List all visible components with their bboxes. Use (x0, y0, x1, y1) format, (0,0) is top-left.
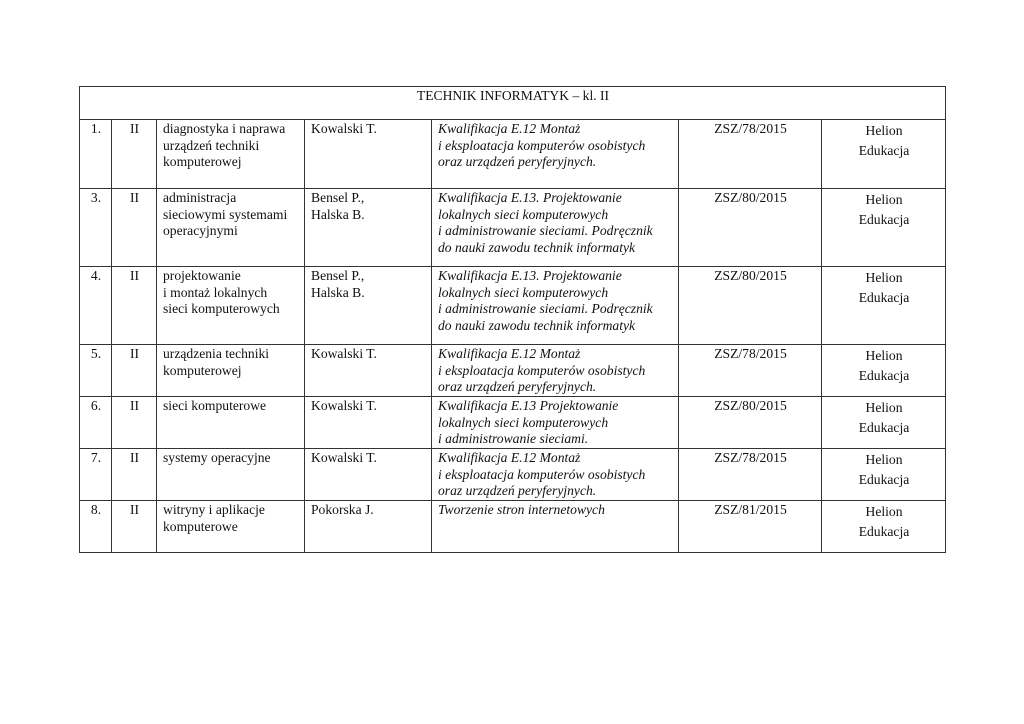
subject-line: operacyjnymi (163, 223, 238, 239)
author-line: Kowalski T. (311, 121, 377, 136)
author-line: Halska B. (311, 206, 365, 222)
subject-cell (157, 397, 305, 449)
book-title-cell (432, 189, 679, 267)
publisher-line: Edukacja (858, 212, 910, 227)
publisher-line: Edukacja (858, 368, 910, 383)
subject-line: sieciowymi systemami (163, 206, 288, 222)
author-line: Halska B. (311, 284, 365, 300)
book-title-line: i administrowanie sieciami. Podręcznik (438, 223, 653, 239)
publisher-line: Edukacja (858, 290, 910, 305)
class-level: II (112, 189, 157, 267)
registration-number: ZSZ/78/2015 (679, 449, 822, 501)
publisher-cell (822, 189, 946, 267)
publisher-line: Helion (865, 123, 903, 138)
subject-line: sieci komputerowe (163, 398, 267, 413)
subject-line: systemy operacyjne (163, 450, 271, 465)
book-title-line: lokalnych sieci komputerowych (438, 206, 609, 222)
registration-number: ZSZ/78/2015 (679, 345, 822, 397)
publisher-line: Helion (865, 348, 903, 363)
subject-line: urządzeń techniki (163, 137, 260, 153)
subject-line: sieci komputerowych (163, 301, 280, 317)
book-title-line: i eksploatacja komputerów osobistych (438, 362, 646, 378)
textbook-table (79, 86, 946, 553)
publisher-cell (822, 267, 946, 345)
book-title-line: Kwalifikacja E.12 Montaż (438, 121, 581, 136)
book-title-cell (432, 397, 679, 449)
author-cell (305, 501, 432, 553)
table-row (80, 120, 946, 189)
subject-cell (157, 501, 305, 553)
book-title-cell (432, 501, 679, 553)
row-number: 4. (80, 267, 112, 345)
table-row (80, 345, 946, 397)
publisher-cell (822, 501, 946, 553)
publisher-line: Helion (865, 504, 903, 519)
book-title-line: lokalnych sieci komputerowych (438, 284, 609, 300)
subject-cell (157, 189, 305, 267)
book-title-line: Kwalifikacja E.13. Projektowanie (438, 190, 622, 205)
subject-line: i montaż lokalnych (163, 284, 268, 300)
publisher-line: Helion (865, 270, 903, 285)
publisher-line: Helion (865, 192, 903, 207)
publisher-cell (822, 345, 946, 397)
publisher-line: Helion (865, 452, 903, 467)
author-line: Bensel P., (311, 268, 365, 283)
class-level: II (112, 120, 157, 189)
book-title-line: Kwalifikacja E.12 Montaż (438, 346, 581, 361)
subject-cell (157, 267, 305, 345)
row-number: 7. (80, 449, 112, 501)
subject-line: witryny i aplikacje (163, 502, 265, 517)
subject-cell (157, 345, 305, 397)
row-number: 5. (80, 345, 112, 397)
author-cell (305, 449, 432, 501)
book-title-line: i eksploatacja komputerów osobistych (438, 466, 646, 482)
subject-line: projektowanie (163, 268, 241, 283)
author-line: Kowalski T. (311, 398, 377, 413)
row-number: 6. (80, 397, 112, 449)
subject-line: urządzenia techniki (163, 346, 270, 361)
registration-number: ZSZ/80/2015 (679, 397, 822, 449)
registration-number: ZSZ/81/2015 (679, 501, 822, 553)
class-level: II (112, 267, 157, 345)
registration-number: ZSZ/78/2015 (679, 120, 822, 189)
table-title-row (80, 87, 946, 120)
author-cell (305, 267, 432, 345)
subject-line: diagnostyka i naprawa (163, 121, 286, 136)
publisher-line: Edukacja (858, 472, 910, 487)
publisher-line: Helion (865, 400, 903, 415)
class-level: II (112, 449, 157, 501)
book-title-line: Kwalifikacja E.13 Projektowanie (438, 398, 619, 413)
author-line: Pokorska J. (311, 502, 374, 517)
class-level: II (112, 397, 157, 449)
publisher-line: Edukacja (858, 524, 910, 539)
table-row (80, 449, 946, 501)
publisher-cell (822, 397, 946, 449)
author-line: Bensel P., (311, 190, 365, 205)
book-title-line: Tworzenie stron internetowych (438, 502, 605, 517)
book-title-cell (432, 449, 679, 501)
table-title: TECHNIK INFORMATYK – kl. II (80, 87, 946, 120)
author-cell (305, 189, 432, 267)
subject-line: komputerowej (163, 154, 242, 170)
subject-line: administracja (163, 190, 237, 205)
author-cell (305, 120, 432, 189)
class-level: II (112, 345, 157, 397)
author-cell (305, 397, 432, 449)
table-row (80, 501, 946, 553)
table-row (80, 189, 946, 267)
book-title-cell (432, 120, 679, 189)
registration-number: ZSZ/80/2015 (679, 189, 822, 267)
book-title-line: Kwalifikacja E.12 Montaż (438, 450, 581, 465)
book-title-line: oraz urządzeń peryferyjnych. (438, 483, 597, 499)
subject-line: komputerowej (163, 362, 242, 378)
publisher-cell (822, 120, 946, 189)
book-title-line: Kwalifikacja E.13. Projektowanie (438, 268, 622, 283)
subject-cell (157, 120, 305, 189)
table-row (80, 397, 946, 449)
book-title-cell (432, 345, 679, 397)
book-title-line: do nauki zawodu technik informatyk (438, 239, 636, 255)
subject-cell (157, 449, 305, 501)
book-title-line: i administrowanie sieciami. (438, 431, 589, 447)
author-line: Kowalski T. (311, 450, 377, 465)
book-title-line: lokalnych sieci komputerowych (438, 414, 609, 430)
row-number: 8. (80, 501, 112, 553)
author-line: Kowalski T. (311, 346, 377, 361)
class-level: II (112, 501, 157, 553)
book-title-line: i administrowanie sieciami. Podręcznik (438, 301, 653, 317)
table-row (80, 267, 946, 345)
row-number: 3. (80, 189, 112, 267)
book-title-line: i eksploatacja komputerów osobistych (438, 137, 646, 153)
subject-line: komputerowe (163, 518, 238, 534)
book-title-line: oraz urządzeń peryferyjnych. (438, 379, 597, 395)
row-number: 1. (80, 120, 112, 189)
publisher-cell (822, 449, 946, 501)
registration-number: ZSZ/80/2015 (679, 267, 822, 345)
book-title-line: do nauki zawodu technik informatyk (438, 317, 636, 333)
book-title-cell (432, 267, 679, 345)
publisher-line: Edukacja (858, 143, 910, 158)
author-cell (305, 345, 432, 397)
publisher-line: Edukacja (858, 420, 910, 435)
book-title-line: oraz urządzeń peryferyjnych. (438, 154, 597, 170)
